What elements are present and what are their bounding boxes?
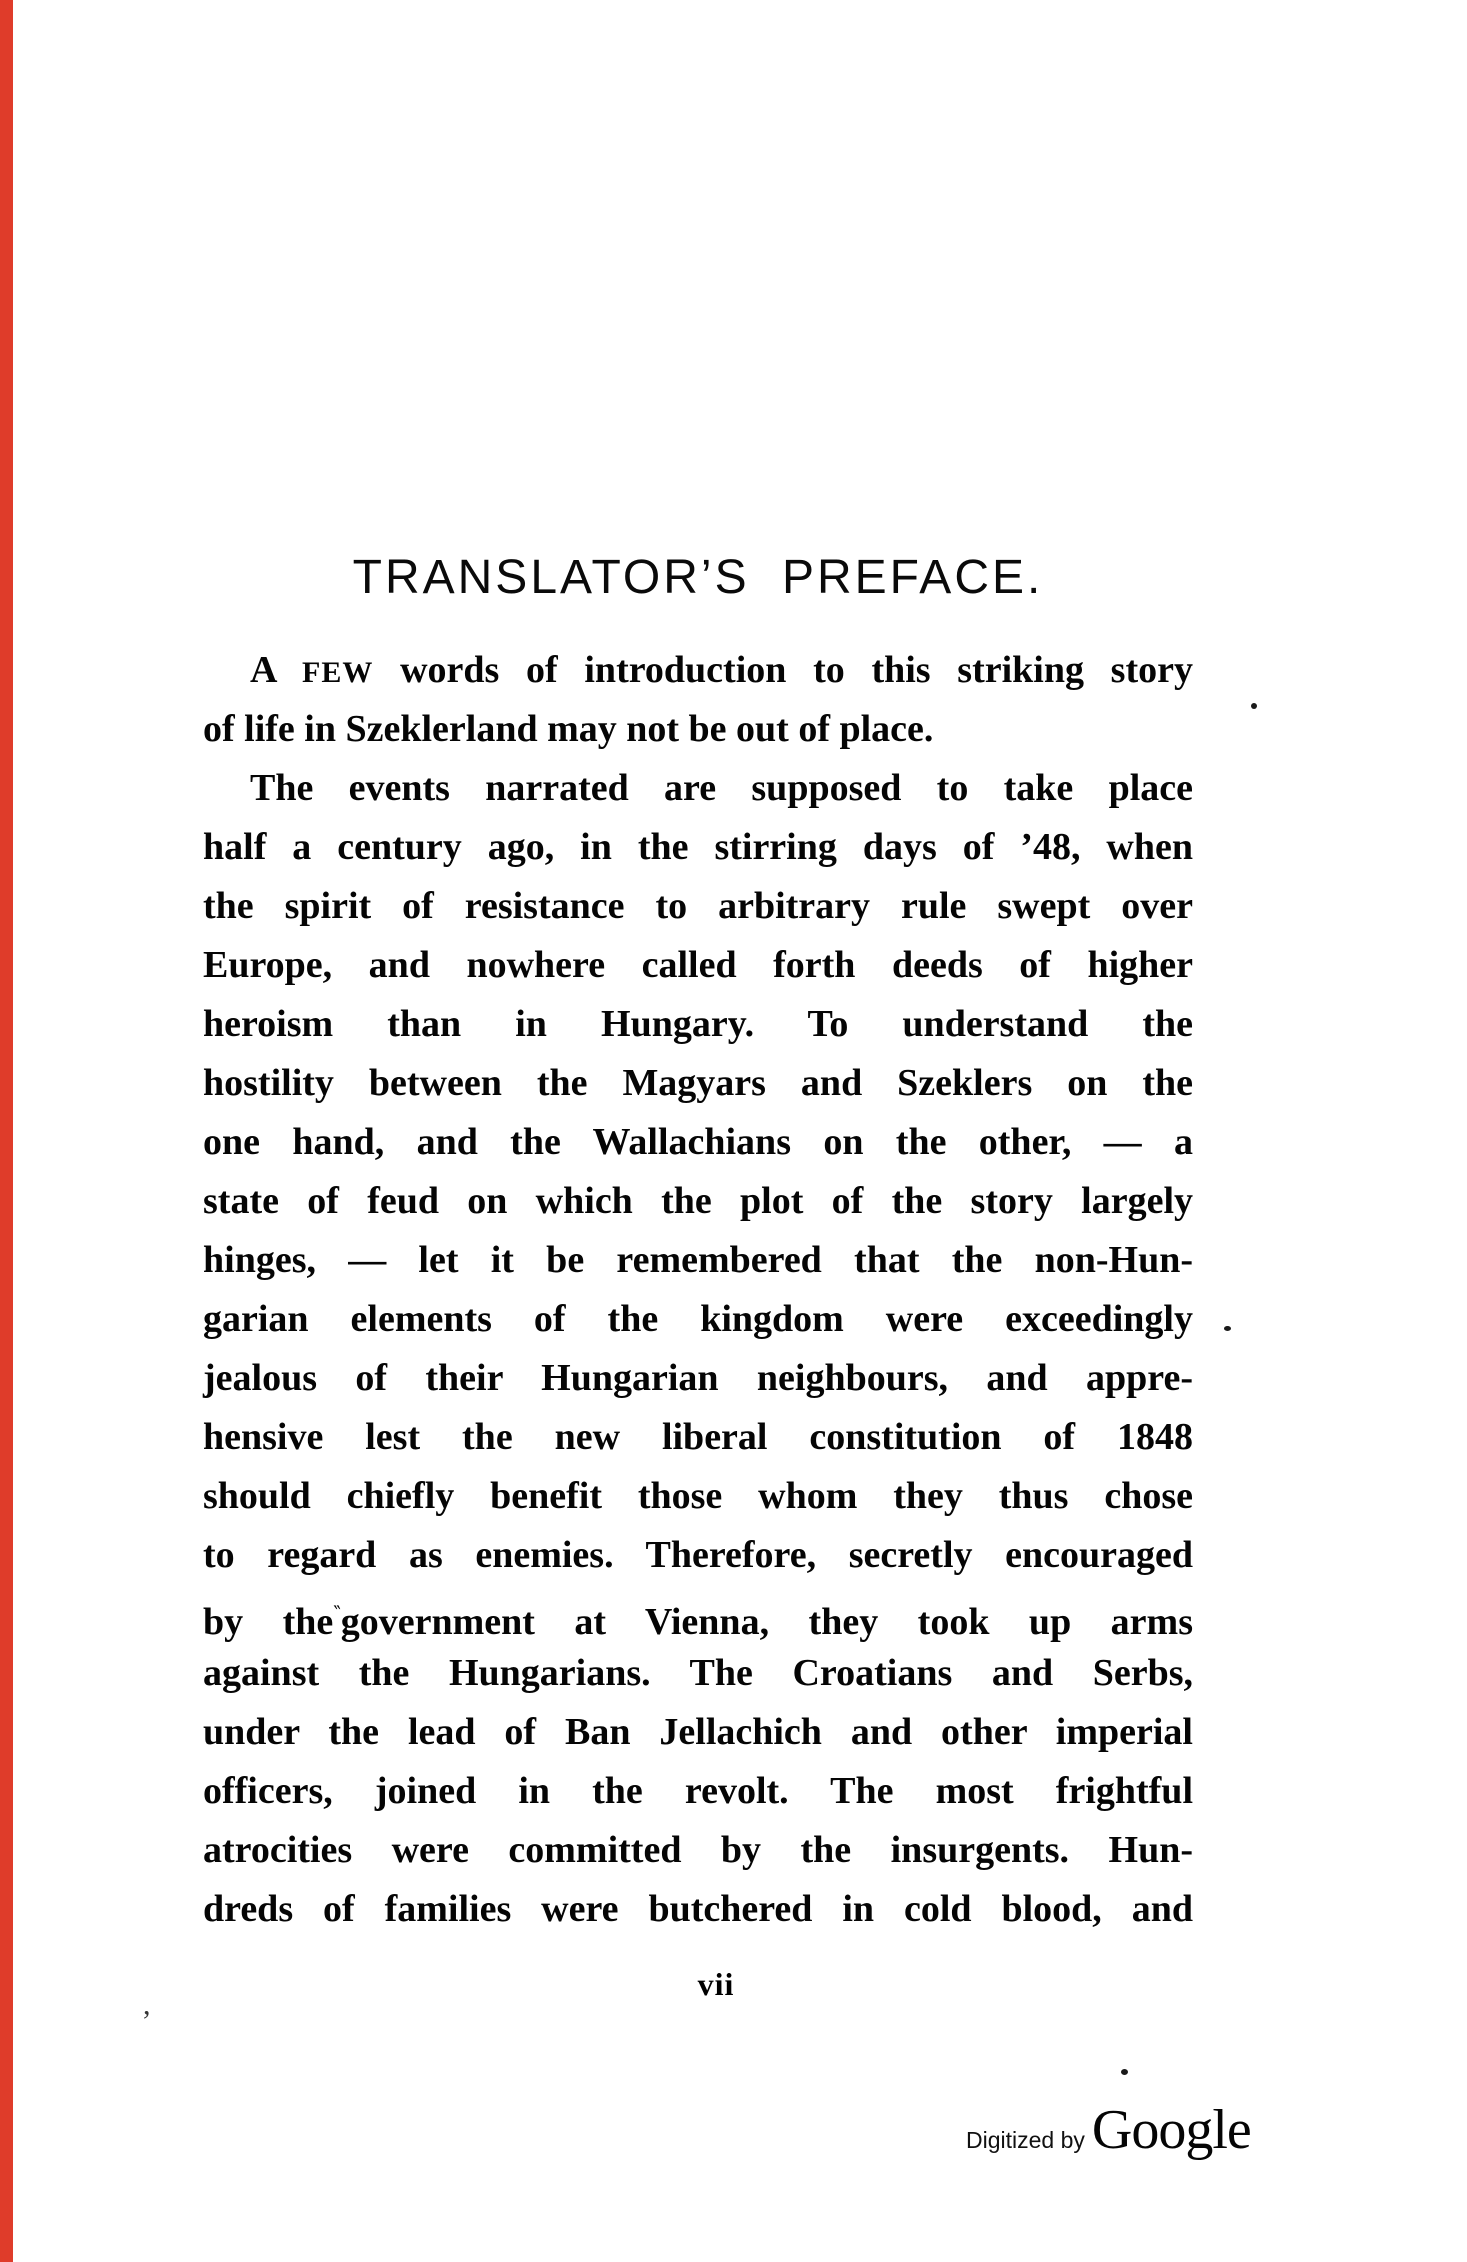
text-line: against the Hungarians. The Croatians and Serbs, [203, 1652, 1193, 1694]
text-line: under the lead of Ban Jellachich and other imperial [203, 1711, 1193, 1753]
text-line: hensive lest the new liberal constitution of 1848 [203, 1416, 1193, 1458]
text-line: one hand, and the Wallachians on the other, — a [203, 1121, 1193, 1163]
text-line: to regard as enemies. Therefore, secretly encouraged [203, 1534, 1193, 1576]
text-line: officers, joined in the revolt. The most frightful [203, 1770, 1193, 1812]
ink-speck [1224, 1326, 1231, 1331]
scan-edge-stripe [0, 0, 13, 2262]
text-line: The events narrated are supposed to take place [250, 767, 1193, 809]
text-line: Europe, and nowhere called forth deeds of higher [203, 944, 1193, 986]
text-line: hostility between the Magyars and Szeklers on the [203, 1062, 1193, 1104]
digitized-by-label: Digitized by [966, 2127, 1085, 2153]
text-line: dreds of families were butchered in cold blood, and [203, 1888, 1193, 1930]
google-logo: Google [1091, 2099, 1251, 2161]
page-number: vii [697, 1966, 735, 2002]
ink-speck [1251, 703, 1257, 709]
ink-speck: , [143, 1988, 151, 2021]
text-line: atrocities were committed by the insurgents. Hun- [203, 1829, 1193, 1871]
text-line: by the‶government at Vienna, they took up arms [203, 1601, 1193, 1643]
text-line: jealous of their Hungarian neighbours, and appre- [203, 1357, 1193, 1399]
text-line: state of feud on which the plot of the story largely [203, 1180, 1193, 1222]
text-line: garian elements of the kingdom were exceedingly [203, 1298, 1193, 1340]
text-line: should chiefly benefit those whom they thus chose [203, 1475, 1193, 1517]
text-line: of life in Szeklerland may not be out of place. [203, 708, 934, 750]
text-line: hinges, — let it be remembered that the non-Hun- [203, 1239, 1193, 1281]
digitized-watermark [966, 2098, 1251, 2162]
text-line: the spirit of resistance to arbitrary rule swept over [203, 885, 1193, 927]
text-line: half a century ago, in the stirring days of ’48, when [203, 826, 1193, 868]
text-line: A FEW words of introduction to this striking story [250, 649, 1193, 691]
ink-speck [1121, 2069, 1128, 2075]
text-line: heroism than in Hungary. To understand the [203, 1003, 1193, 1045]
page-title: TRANSLATOR’S PREFACE. [352, 551, 1044, 604]
body-text [203, 641, 1193, 1939]
